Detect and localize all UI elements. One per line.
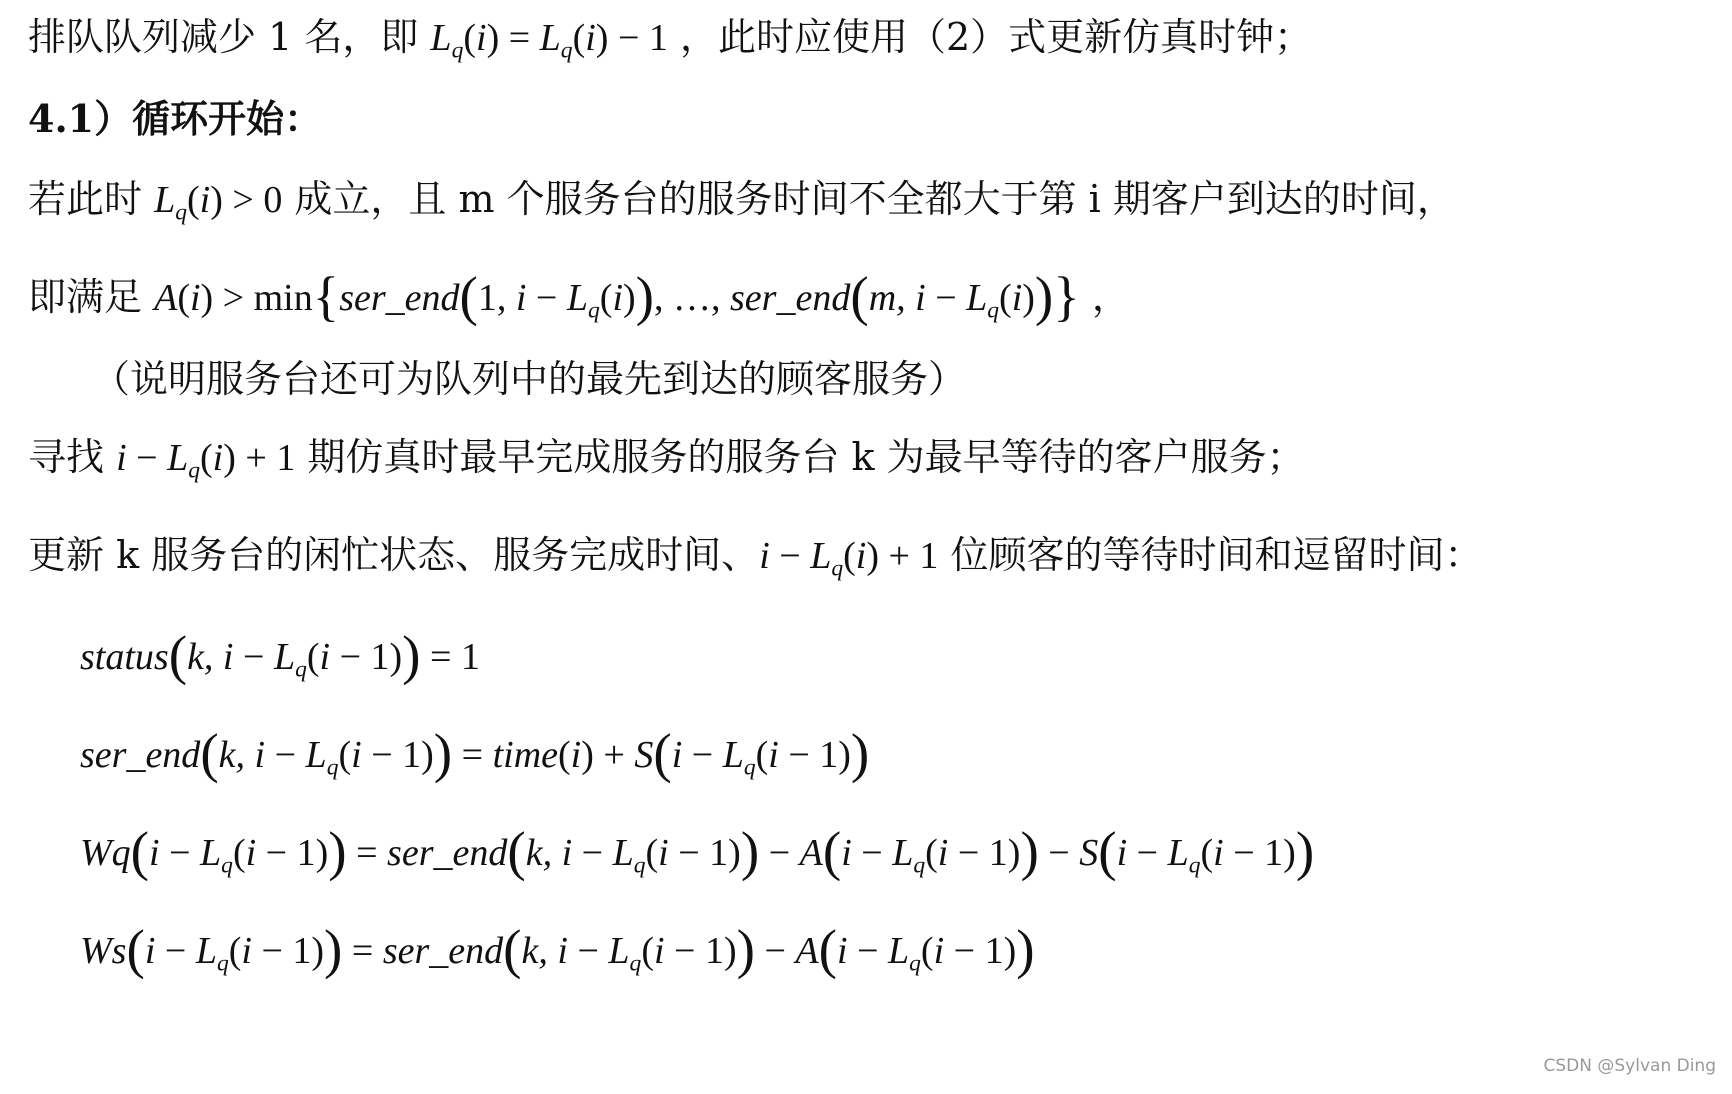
section-heading: 4.1）循环开始：: [28, 96, 323, 141]
line1-text-a: 排队队列减少 1 名，即: [28, 15, 431, 59]
line3-text-b: 成立，且 m 个服务台的服务时间不全都大于第 i 期客户到达的时间，: [282, 177, 1455, 221]
line6-text-b: 期仿真时最早完成服务的服务台 k 为最早等待的客户服务；: [307, 435, 1305, 479]
explanatory-note: （说明服务台还可为队列中的最先到达的顾客服务）: [92, 357, 967, 401]
equation-arrival-condition: A(i) > min{ser_end(1, $i - L_q(i)$), …, ser_end(m, $i - L_q(i)$)}: [154, 265, 1080, 327]
line4-text-a: 即满足: [28, 275, 155, 319]
text-line-6: [28, 435, 1305, 484]
equation-lq-decrement: $L_q(i) = L_q(i) - 1$: [430, 17, 668, 64]
line4-text-b: ，: [1079, 275, 1130, 319]
watermark: CSDN @Sylvan Ding: [1543, 1056, 1716, 1076]
line6-text-a: 寻找: [28, 435, 117, 479]
equation-index-2: $i - L_q(i) + 1$: [759, 535, 939, 582]
equation-index: $i - L_q(i) + 1$: [116, 437, 296, 484]
line3-text-a: 若此时: [28, 177, 155, 221]
line7-text-a: 更新 k 服务台的闲忙状态、服务完成时间、: [28, 533, 760, 577]
text-line-4: [28, 265, 1130, 327]
equation-wq: $Wq(i - L_q(i - 1))$ = ser_end(k, $i - L_q(i - 1)) - A(i - L_q(i - 1)) - S(i - L_q(i - 1))$: [80, 820, 1315, 882]
equation-ws: $Ws(i - L_q(i - 1))$ = ser_end(k, $i - L_q(i - 1)) - A(i - L_q(i - 1))$: [80, 918, 1035, 980]
line1-text-b: ，此时应使用（2）式更新仿真时钟；: [679, 15, 1313, 59]
equation-ser-end: ser_end(k, $i - L_q(i - 1)$) = time(i) + $S(i - L_q(i - 1))$: [80, 722, 870, 784]
text-line-3: [28, 177, 1455, 226]
text-line-7: [28, 533, 1483, 582]
equation-status: status(k, $i - L_q(i - 1)) = 1$: [80, 624, 480, 686]
line7-text-b: 位顾客的等待时间和逗留时间：: [950, 533, 1483, 577]
equation-lq-positive: $L_q(i) > 0$: [154, 179, 283, 226]
text-line-1: [28, 15, 1313, 64]
